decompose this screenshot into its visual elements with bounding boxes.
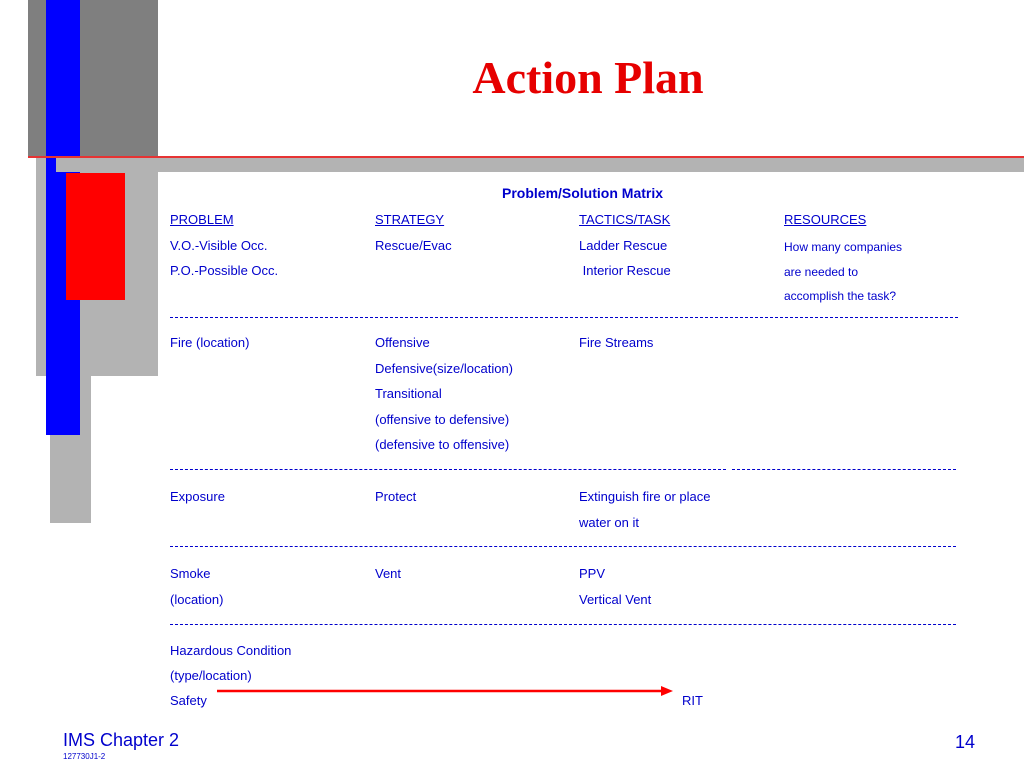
fire-strategy-4: (offensive to defensive): [375, 412, 510, 427]
po-problem: P.O.-Possible Occ.: [170, 263, 279, 278]
slide-title: Action Plan: [472, 52, 704, 103]
po-resources-line2: accomplish the task?: [784, 289, 897, 303]
fire-problem: Fire (location): [170, 335, 250, 350]
separator-line: [170, 546, 956, 547]
smoke-tactics-2: Vertical Vent: [579, 592, 652, 607]
header-strategy: STRATEGY: [375, 212, 445, 227]
arrow-icon: [215, 684, 675, 698]
vo-problem: V.O.-Visible Occ.: [170, 238, 268, 253]
separator-line: [170, 624, 956, 625]
fire-strategy-2: Defensive(size/location): [375, 361, 514, 376]
header-tactics: TACTICS/TASK: [579, 212, 671, 227]
fire-strategy-1: Offensive: [375, 335, 430, 350]
hazard-problem-1: Hazardous Condition: [170, 643, 292, 658]
hazard-problem-3: Safety: [170, 693, 207, 708]
smoke-problem-1: Smoke: [170, 566, 211, 581]
exposure-problem: Exposure: [170, 489, 225, 504]
smoke-tactics-1: PPV: [579, 566, 606, 581]
fire-strategy-5: (defensive to offensive): [375, 437, 510, 452]
fire-strategy-3: Transitional: [375, 386, 442, 401]
header-problem: PROBLEM: [170, 212, 234, 227]
deco-gray-bar: [56, 158, 1024, 172]
vo-resources: How many companies: [784, 240, 903, 254]
exposure-tactics-1: Extinguish fire or place: [579, 489, 711, 504]
separator-line: [170, 469, 726, 470]
matrix-title: Problem/Solution Matrix: [502, 185, 664, 201]
smoke-strategy: Vent: [375, 566, 402, 581]
header-resources: RESOURCES: [784, 212, 867, 227]
hazard-problem-2: (type/location): [170, 668, 252, 683]
footer-chapter: IMS Chapter 2: [63, 730, 180, 750]
exposure-strategy: Protect: [375, 489, 417, 504]
deco-red-block: [66, 173, 125, 300]
exposure-tactics-2: water on it: [579, 515, 639, 530]
po-resources-line1: are needed to: [784, 265, 859, 279]
vo-strategy: Rescue/Evac: [375, 238, 452, 253]
fire-tactics: Fire Streams: [579, 335, 654, 350]
footer-code: 127730J1-2: [63, 752, 106, 761]
smoke-problem-2: (location): [170, 592, 224, 607]
separator-line: [732, 469, 956, 470]
po-tactics: Interior Rescue: [579, 263, 671, 278]
page-number: 14: [955, 732, 976, 752]
separator-line: [170, 317, 958, 318]
vo-tactics: Ladder Rescue: [579, 238, 668, 253]
hazard-resources: RIT: [682, 693, 703, 708]
